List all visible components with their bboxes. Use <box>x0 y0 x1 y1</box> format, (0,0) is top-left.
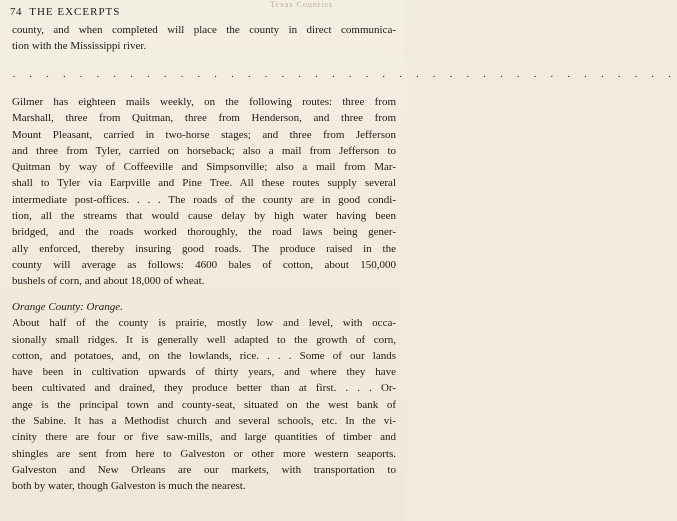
text-line: sionally small ridges. It is generally well adapted to the growth of corn, <box>12 333 396 346</box>
text-line: cotton, and potatoes, and, on the lowlands, rice. . . . Some of our lands <box>12 349 396 362</box>
text-line: Quitman by way of Coffeeville and Simpsonville; also a mail from Mar- <box>12 161 396 174</box>
orange-section <box>12 299 396 495</box>
text-line: Mount Pleasant, carried in two-horse stages; and three from Jefferson <box>12 128 396 141</box>
text-line: county will average as follows: 4600 bales of cotton, about 150,000 <box>12 258 396 271</box>
section-heading-text: Orange County: Orange. <box>12 301 123 313</box>
intro-paragraph <box>12 22 396 55</box>
text-line: shall to Tyler via Earpville and Pine Tree. All these routes supply several <box>12 177 396 190</box>
text-line: Gilmer has eighteen mails weekly, on the following routes: three from <box>12 96 396 108</box>
text-line: bridged, and the roads worked thoroughly, the road laws being gener- <box>12 226 396 239</box>
text-line: tion with the Mississippi river. <box>12 40 147 53</box>
text-line: tion, all the streams that would cause delay by high water having been <box>12 210 396 223</box>
text-line: Marshall, three from Quitman, three from Henderson, and three from <box>12 112 396 125</box>
text-line: cinity there are four or five saw-mills, and large quantities of timber and <box>12 431 396 444</box>
text-line: both by water, though Galveston is much the nearest. <box>12 480 246 493</box>
running-header <box>10 6 120 18</box>
text-line: the Sabine. It has a Methodist church and several schools, etc. In the vi- <box>12 415 396 428</box>
gilmer-paragraph <box>12 94 396 290</box>
text-line: About half of the county is prairie, mostly low and level, with occa- <box>12 317 396 330</box>
text-line: shingles are sent from here to Galveston or other more western seaports. <box>12 447 396 460</box>
text-line: been cultivated and drained, they produce better than at first. . . . Or- <box>12 382 396 395</box>
text-line: ally enforced, thereby insuring good roads. The produce raised in the <box>12 242 396 255</box>
text-line: county, and when completed will place the county in direct communica- <box>12 24 396 36</box>
section-separator: · · · · · · · · · · · · · · · · · · · · · · · · · · · · · · · · · · · · · · · · <box>12 71 677 83</box>
text-line: intermediate post-offices. . . . The roads of the county are in good condi- <box>12 193 396 206</box>
text-line: ange is the principal town and county-seat, situated on the west bank of <box>12 398 396 411</box>
text-line: have been in cultivation upwards of thirty years, and where they have <box>12 366 396 379</box>
running-title: THE EXCERPTS <box>29 6 121 18</box>
section-heading <box>12 299 396 315</box>
text-line: and three from Tyler, carried on horseback; also a mail from Jefferson to <box>12 144 396 157</box>
page-number: 74 <box>10 6 22 18</box>
bleed-through-text: Texas Counties <box>270 0 333 9</box>
text-line: bushels of corn, and about 18,000 of wheat. <box>12 275 205 288</box>
text-line: Galveston and New Orleans are our markets, with transportation to <box>12 463 396 476</box>
